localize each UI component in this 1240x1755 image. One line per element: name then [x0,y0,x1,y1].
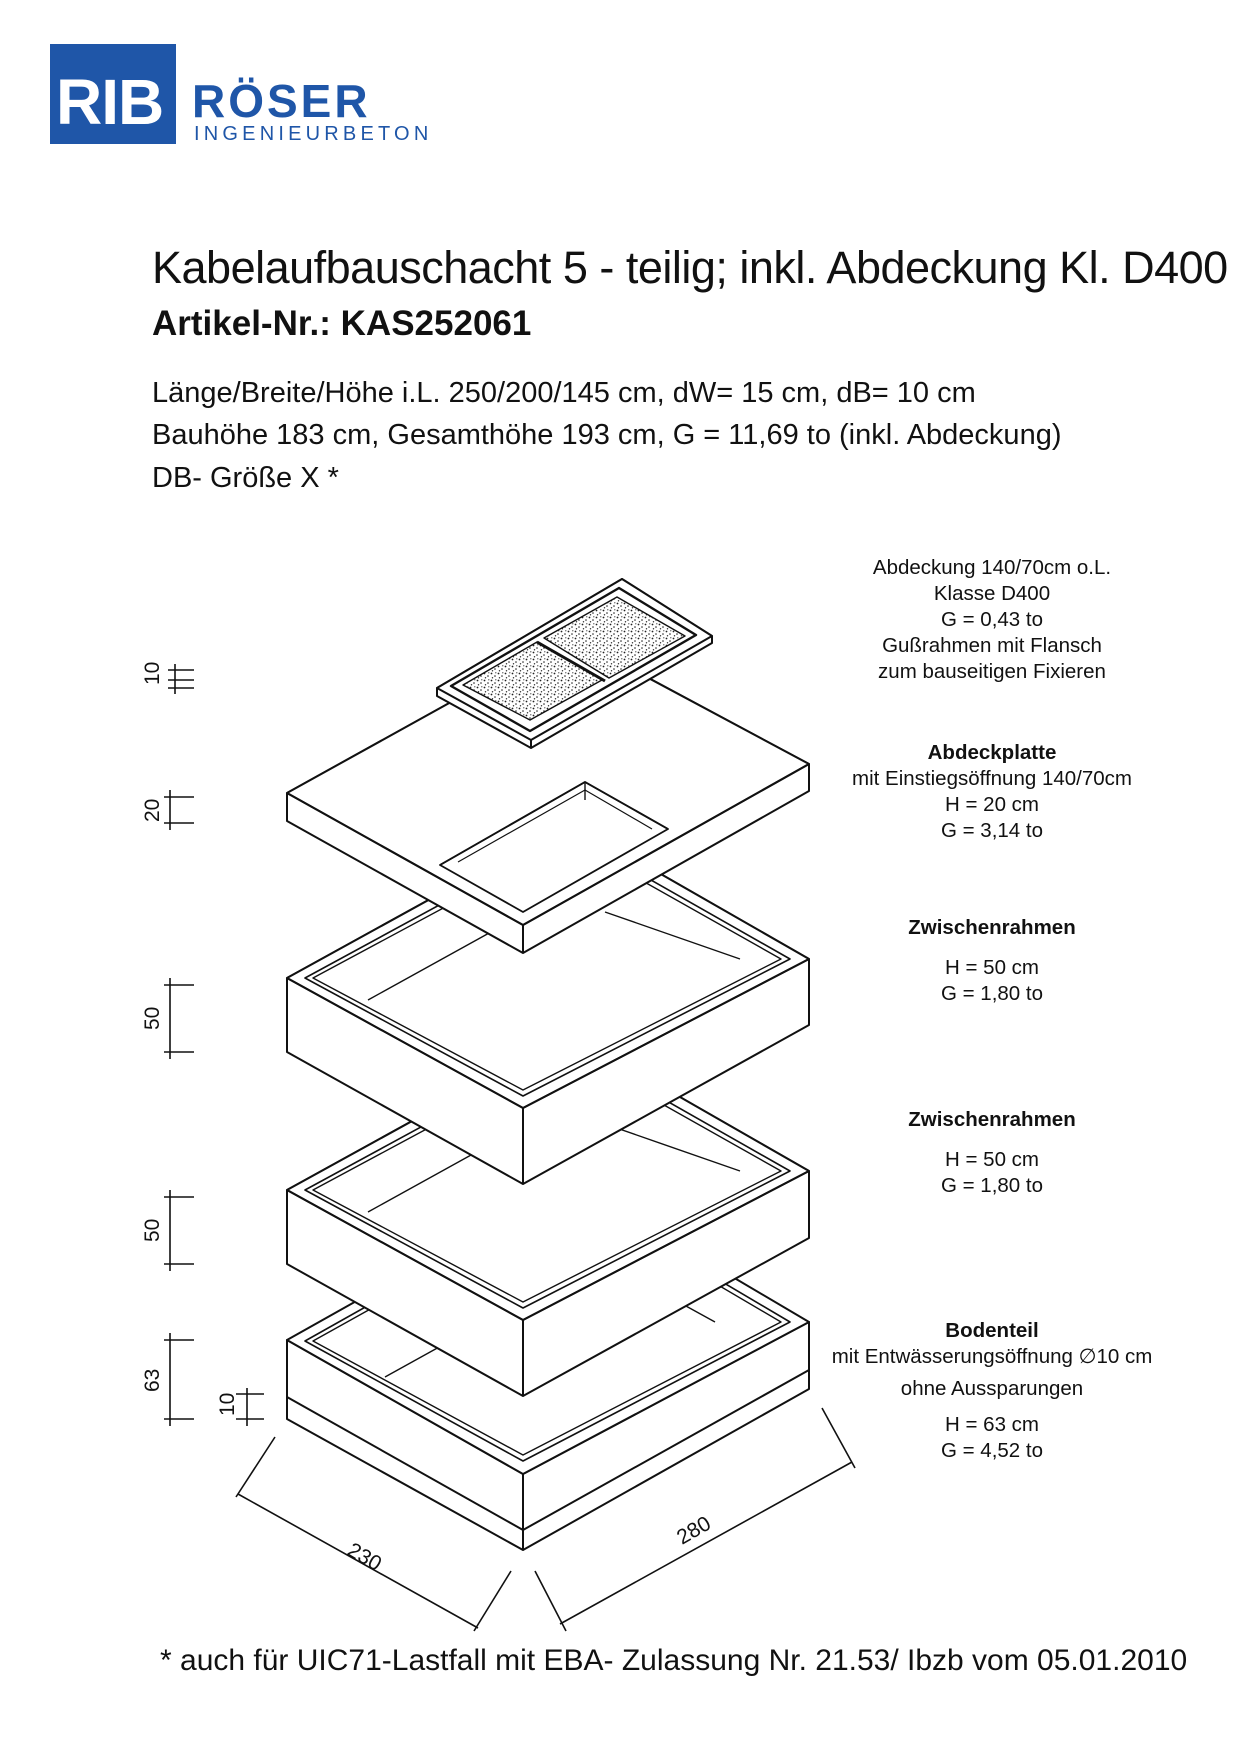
cover-frame-desc: Gußrahmen mit Flansch [882,634,1102,657]
plate-height: H = 20 cm [945,793,1039,816]
dim-plate-height: 20 [141,798,164,822]
logo-brand: RIB [56,66,164,138]
cover-size: Abdeckung 140/70cm o.L. [872,556,1112,579]
cover-note [832,555,1152,685]
dim-base-height: 63 [141,1368,164,1392]
frame1-note [832,915,1152,1007]
frame2-weight: G = 1,80 to [941,1174,1043,1197]
frame1-height: H = 50 cm [945,956,1039,979]
frame1-weight: G = 1,80 to [941,982,1043,1005]
dim-width: 230 [343,1538,386,1576]
plate-opening: mit Einstiegsöffnung 140/70cm [852,767,1132,790]
cover-fixing-desc: zum bauseitigen Fixieren [878,660,1106,683]
base-height: H = 63 cm [945,1413,1039,1436]
base-drainage: mit Entwässerungsöffnung ∅10 cm [831,1345,1153,1368]
page-title: Kabelaufbauschacht 5 - teilig; inkl. Abdeckung Kl. D400 [152,242,1228,293]
frame2-note [832,1107,1152,1199]
height-dimensions [164,664,264,1426]
base-openings: ohne Aussparungen [900,1377,1084,1400]
frame2-name: Zwischenrahmen [908,1108,1076,1131]
spec-db-size: DB- Größe X * [152,462,339,494]
cover-class: Klasse D400 [933,582,1051,605]
plate-name: Abdeckplatte [927,741,1057,764]
logo-name: RÖSER [192,75,371,127]
dim-frame2-height: 50 [141,1218,164,1242]
article-number: Artikel-Nr.: KAS252061 [152,304,532,343]
footnote: * auch für UIC71-Lastfall mit EBA- Zulassung Nr. 21.53/ Ibzb vom 05.01.2010 [160,1644,1188,1677]
spec-dimensions: Länge/Breite/Höhe i.L. 250/200/145 cm, dW= 15 cm, dB= 10 cm [152,377,976,409]
frame2-height: H = 50 cm [945,1148,1039,1171]
plate-weight: G = 3,14 to [941,819,1043,842]
dim-frame1-height: 50 [141,1006,164,1030]
dim-base-floor: 10 [216,1392,239,1416]
frame1-name: Zwischenrahmen [908,916,1076,939]
base-weight: G = 4,52 to [941,1439,1043,1462]
base-note [812,1318,1172,1464]
plate-note [832,740,1152,844]
spec-height-weight: Bauhöhe 183 cm, Gesamthöhe 193 cm, G = 11,69 to (inkl. Abdeckung) [152,419,1062,451]
dim-cover-height: 10 [141,661,164,685]
base-name: Bodenteil [945,1319,1039,1342]
dim-length: 280 [673,1511,715,1550]
cover-weight: G = 0,43 to [941,608,1043,631]
logo-subtitle: INGENIEURBETON [194,123,433,145]
